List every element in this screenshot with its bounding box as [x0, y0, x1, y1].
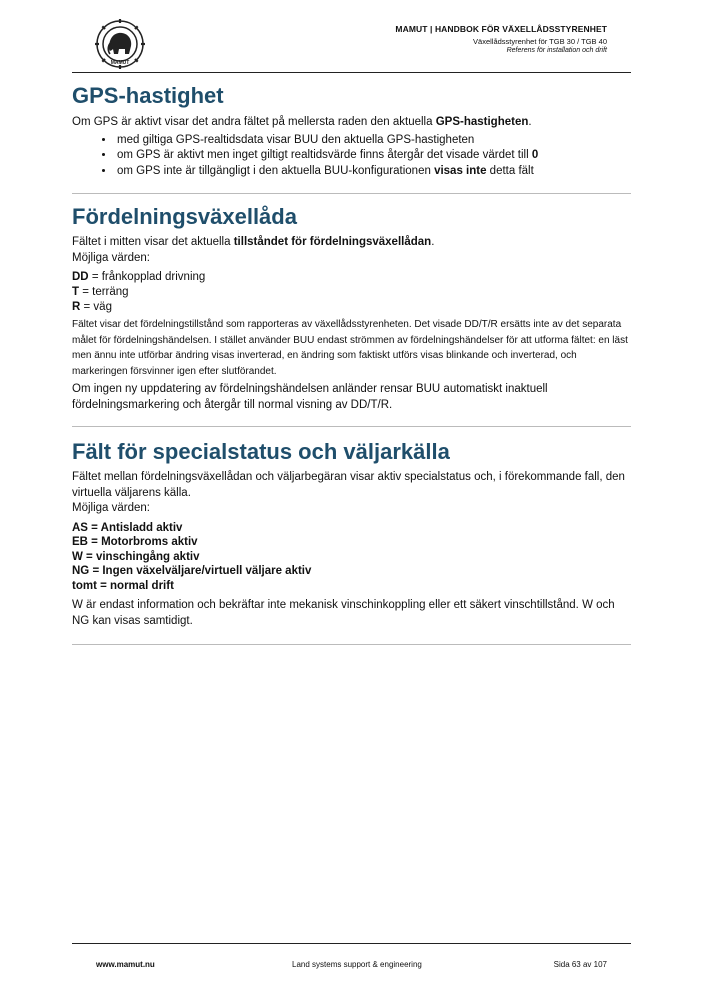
- special-values: [72, 521, 631, 594]
- list-item: DD = frånkopplad drivning: [72, 271, 206, 283]
- section-divider: [72, 426, 631, 427]
- special-heading: Fält för specialstatus och väljarkälla: [72, 439, 450, 464]
- transfer-heading: Fördelningsväxellåda: [72, 204, 297, 229]
- gps-bullet-list: [72, 133, 631, 180]
- mamut-logo: [94, 18, 146, 70]
- gps-heading: GPS-hastighet: [72, 83, 224, 108]
- section-divider: [72, 193, 631, 194]
- list-item: tomt = normal drift: [72, 579, 174, 592]
- list-item: EB = Motorbroms aktiv: [72, 536, 198, 548]
- list-item: • med giltiga GPS-realtidsdata visar BUU den aktuella GPS-hastigheten: [115, 133, 631, 149]
- page-content: [72, 82, 631, 645]
- transfer-values: [72, 270, 631, 315]
- header-subtitle-2: Referens för installation och drift: [506, 47, 607, 54]
- transfer-note: Fältet visar det fördelningstillstånd som rapporteras av växellådsstyrenheten. Det visade DD/T/R ersätts inte av det separata målet för fördelningshändelsen. I stället använder BUU endast strömmen av fördelningshändelser för att utforma fältet: en läst men ännu inte utförbar ändring visas inverterad, en ändring som faktiskt utförs visas blinkande och inverterad, och markeringen försvinner igen efter slutförandet.: [72, 319, 628, 377]
- list-item: W = vinschingång aktiv: [72, 550, 200, 563]
- footer-tagline: Land systems support & engineering: [292, 960, 422, 969]
- special-closing: W är endast information och bekräftar inte mekanisk vinschinkoppling eller ett säkert vinschtillstånd. W och NG kan visas samtidigt.: [72, 599, 615, 627]
- page-header: [72, 14, 631, 73]
- special-possible-label: Möjliga värden:: [72, 502, 150, 514]
- list-item: • om GPS inte är tillgängligt i den aktuella BUU-konfigurationen visas inte detta fält: [115, 164, 631, 180]
- svg-text:MAMUT: MAMUT: [110, 60, 130, 66]
- list-item: • om GPS är aktivt men inget giltigt realtidsvärde finns återgår det visade värdet till 0: [115, 148, 631, 164]
- transfer-possible-label: Möjliga värden:: [72, 251, 150, 264]
- header-subtitle: Växellådsstyrenhet för TGB 30 / TGB 40: [473, 37, 607, 46]
- footer-website[interactable]: www.mamut.nu: [96, 960, 155, 969]
- list-item: R = väg: [72, 301, 112, 313]
- footer-page-number: Sida 63 av 107: [553, 960, 607, 969]
- page-footer: [72, 943, 631, 974]
- transfer-closing: Om ingen ny uppdatering av fördelningshändelsen anländer rensar BUU automatiskt inaktuell fördelningsmarkering och återgår till normal visning av DD/T/R.: [72, 383, 548, 411]
- special-intro: Fältet mellan fördelningsväxellådan och väljarbegäran visar aktiv specialstatus och, i förekommande fall, den virtuella väljarens källa.: [72, 471, 625, 499]
- header-title: MAMUT | HANDBOK FÖR VÄXELLÅDSSTYRENHET: [395, 24, 607, 34]
- list-item: NG = Ingen växelväljare/virtuell väljare aktiv: [72, 565, 312, 577]
- gps-intro: Om GPS är aktivt visar det andra fältet på mellersta raden den aktuella GPS-hastigheten.: [72, 116, 532, 128]
- section-divider: [72, 644, 631, 645]
- list-item: T = terräng: [72, 286, 129, 298]
- list-item: AS = Antisladd aktiv: [72, 521, 183, 534]
- transfer-intro: Fältet i mitten visar det aktuella tillståndet för fördelningsväxellådan.: [72, 236, 435, 248]
